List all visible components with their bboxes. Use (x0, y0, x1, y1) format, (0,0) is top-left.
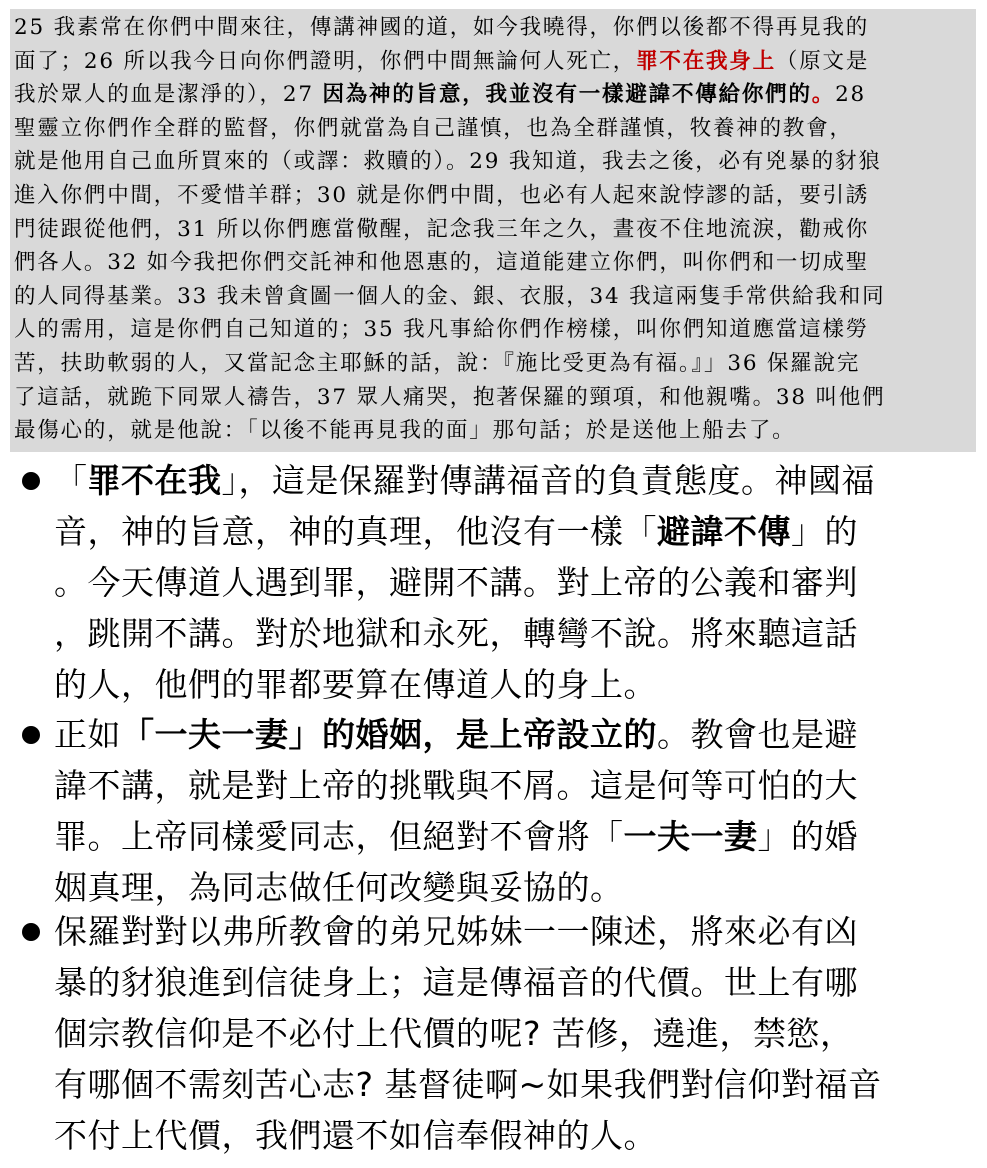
passage-text: 就是他用自己血所買來的（或譯：救贖的）。29 我知道，我去之後，必有兇暴的豺狼 (14, 149, 882, 175)
passage-line (14, 78, 866, 112)
passage-text: 聖靈立你們作全群的監督，你們就當為自己謹慎，也為全群謹慎，牧養神的教會， (14, 115, 853, 141)
bullet-text: 暴的豺狼進到信徒身上；這是傳福音的代價。世上有哪 (54, 963, 858, 1002)
passage-emphasis: 罪不在我身上 (636, 48, 776, 74)
bullet-line (54, 507, 858, 557)
bullet-text: 」的婚 (757, 817, 858, 856)
bullet-text: 」，這是保羅對傳講福音的負責態度。神國福 (221, 461, 875, 500)
bullet-text: 罪。上帝同樣愛同志，但絕對不會將「 (54, 817, 624, 856)
bullet-item (20, 710, 970, 914)
bullet-emphasis: 罪不在我 (87, 461, 222, 500)
passage-line (14, 246, 869, 280)
passage-text: 28 (835, 82, 867, 108)
passage-text: 的人同得基業。33 我未曾貪圖一個人的金、銀、衣服，34 我這兩隻手常供給我和同 (14, 283, 886, 309)
passage-text: 們各人。32 如今我把你們交託神和他恩惠的，這道能建立你們，叫你們和一切成聖 (14, 250, 870, 276)
passage-line (14, 414, 795, 448)
bullet-line (54, 958, 858, 1008)
passage-text: 進入你們中間，不愛惜羊群；30 就是你們中間，也必有人起來說悖謬的話，要引誘 (14, 183, 870, 208)
passage-text: 25 我素常在你們中間來往，傳講神國的道，如今我曉得，你們以後都不得再見我的 (14, 15, 870, 40)
bullet-line (54, 609, 858, 659)
bullet-dot-icon (22, 726, 40, 744)
bullet-line (54, 1060, 882, 1110)
passage-line (14, 313, 869, 347)
bullet-dot-icon (22, 472, 40, 490)
bullet-line (54, 907, 858, 957)
bullet-item (20, 456, 970, 711)
passage-line (14, 11, 869, 45)
passage-emphasis: 。 (811, 82, 836, 108)
passage-line (14, 213, 869, 247)
bullet-line (54, 812, 858, 862)
bullet-text: 諱不講，就是對上帝的挑戰與不屑。這是何等可怕的大 (54, 766, 858, 805)
passage-text: 人的需用，這是你們自己知道的；35 我凡事給你們作榜樣，叫你們知道應當這樣勞 (14, 317, 870, 343)
bullet-emphasis: 避諱不傳 (657, 512, 791, 551)
passage-line (14, 179, 869, 213)
passage-text: 了這話，就跪下同眾人禱告，37 眾人痛哭，抱著保羅的頸項，和他親嘴。38 叫他們 (14, 384, 886, 410)
bullet-text: 。教會也是避 (657, 715, 858, 754)
bullet-line (54, 660, 657, 710)
bullet-emphasis: 「一夫一妻」的婚姻，是上帝設立的 (121, 715, 657, 754)
bullet-line (54, 1009, 854, 1059)
passage-text: 門徒跟從他們，31 所以你們應當儆醒，記念我三年之久，晝夜不住地流淚，勸戒你 (14, 216, 870, 242)
passage-line (14, 381, 885, 415)
bullet-item (20, 907, 970, 1162)
passage-emphasis: 因為神的旨意，我並沒有一樣避諱不傳給你們的 (322, 82, 812, 108)
bullet-line (54, 710, 858, 760)
passage-line (14, 145, 882, 179)
bullet-text: 。今天傳道人遇到罪，避開不講。對上帝的公義和審判 (54, 563, 858, 602)
bullet-text: 個宗教信仰是不必付上代價的呢? 苦修，遶進，禁慾， (54, 1014, 854, 1053)
bullet-text: 保羅對對以弗所教會的弟兄姊妹一一陳述，將來必有凶 (54, 912, 858, 951)
bullet-text: 姻真理，為同志做任何改變與妥協的。 (54, 868, 624, 907)
passage-text: 面了；26 所以我今日向你們證明，你們中間無論何人死亡， (14, 48, 637, 74)
bullet-line (54, 558, 858, 608)
scripture-passage (10, 9, 976, 452)
passage-line (14, 112, 853, 146)
bullet-text: 」的 (791, 512, 858, 551)
bullet-text: 的人，他們的罪都要算在傳道人的身上。 (54, 665, 657, 704)
bullet-text: 不付上代價，我們還不如信奉假神的人。 (54, 1116, 657, 1155)
passage-text: 最傷心的，就是他說：「以後不能再見我的面」那句話；於是送他上船去了。 (14, 418, 796, 444)
passage-text: 我於眾人的血是潔淨的），27 (14, 82, 323, 108)
bullet-text: ，跳開不講。對於地獄和永死，轉彎不說。將來聽這話 (54, 614, 858, 653)
passage-text: （原文是 (775, 48, 870, 74)
bullet-text: 有哪個不需刻苦心志? 基督徒啊~如果我們對信仰對福音 (54, 1065, 882, 1104)
bullet-text: 音，神的旨意，神的真理，他沒有一樣「 (54, 512, 657, 551)
passage-line (14, 45, 869, 79)
bullet-line (54, 863, 624, 913)
bullet-text: 正如 (54, 715, 121, 754)
bullet-line (54, 456, 875, 506)
passage-text: 苦，扶助軟弱的人，又當記念主耶穌的話，說：『施比受更為有福。』」36 保羅說完 (14, 351, 861, 376)
bullet-text: 「 (54, 461, 88, 500)
passage-line (14, 280, 885, 314)
passage-line (14, 347, 860, 381)
bullet-dot-icon (22, 923, 40, 941)
bullet-line (54, 1111, 657, 1161)
bullet-emphasis: 一夫一妻 (623, 817, 758, 856)
bullet-line (54, 761, 858, 811)
